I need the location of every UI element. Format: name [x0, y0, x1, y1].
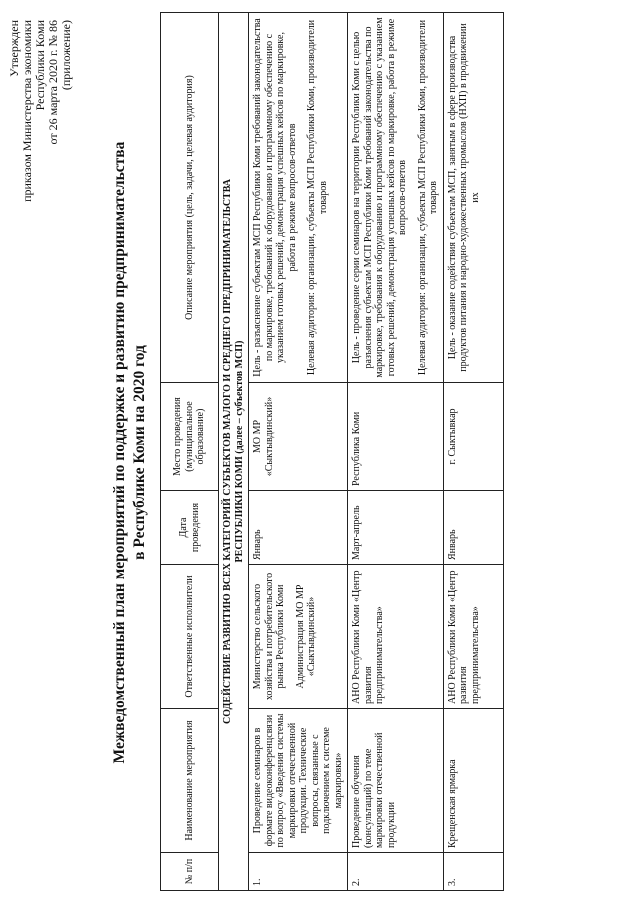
section-line: СОДЕЙСТВИЕ РАЗВИТИЮ ВСЕХ КАТЕГОРИЙ СУБЪЕКТОВ МАЛОГО И СРЕДНЕГО ПРЕДПРИНИМАТЕЛЬСТВА	[222, 179, 233, 724]
approval-line: (приложение)	[59, 20, 73, 91]
section-row	[219, 13, 249, 891]
row-responsible	[348, 565, 444, 709]
approval-line: от 26 марта 2020 г. № 86	[46, 20, 60, 145]
header-name: Наименование мероприятия	[161, 709, 219, 853]
row-date: Январь	[249, 491, 348, 565]
row-responsible	[249, 565, 348, 709]
table-row	[443, 13, 503, 891]
responsible-text: АНО Республики Коми «Центр развития предпринимательства»	[446, 570, 481, 704]
header-description: Описание мероприятия (цель, задачи, целевая аудитория)	[161, 13, 219, 383]
description-text: Цель - разъяснение субъектам МСП Республики Коми требований законодательства по маркировке, требований к оборудованию и программному обеспечению с указанием готовых решений, демонстрация успешных кейсов по маркировке, работа в режиме вопросов-ответов	[252, 18, 298, 377]
row-date: Март-апрель	[348, 491, 444, 565]
row-responsible	[443, 565, 503, 709]
header-responsible: Ответственные исполнители	[161, 565, 219, 709]
title-line: Межведомственный план мероприятий по поддержке и развитию предпринимательства	[111, 141, 128, 764]
approval-line: Республики Коми	[33, 20, 47, 111]
row-num: 1.	[249, 853, 348, 891]
section-line: РЕСПУБЛИКИ КОМИ (далее – субъектов МСП)	[233, 340, 245, 563]
row-name: Проведение обучения (консультаций) по теме маркировки отечественной продукции	[348, 709, 444, 853]
row-name: Проведение семинаров в формате видеоконференцсвязи по вопросу «Введения системы маркировки отечественной продукции. Технические вопросы, связанные с подключением к системе маркировки»	[249, 709, 348, 853]
approval-stamp	[8, 20, 73, 202]
responsible-text: Администрация МО МР «Сыктывдинский»	[294, 584, 317, 689]
description-text: Целевая аудитория: организации, субъекты МСП Республики Коми, производители товаров	[416, 19, 439, 376]
row-num: 2.	[348, 853, 444, 891]
table-header-row	[161, 13, 219, 891]
row-num: 3.	[443, 853, 503, 891]
approval-line: приказом Министерства экономики	[20, 20, 34, 202]
document-title	[110, 0, 150, 905]
approval-line: Утвержден	[7, 20, 21, 77]
table-row	[249, 13, 348, 891]
row-description	[249, 13, 348, 383]
section-heading	[219, 13, 249, 891]
events-table	[160, 12, 504, 891]
description-text: Целевая аудитория: организации, субъекты МСП Республики Коми, производители товаров	[306, 19, 329, 376]
responsible-text: Министерство сельского хозяйства и потребительского рынка Республики Коми	[252, 572, 286, 701]
row-place: г. Сыктывкар	[443, 383, 503, 491]
description-text: Цель - оказание содействия субъектам МСП, занятым в сфере производства продуктов питания и народно-художественных промыслов (НХП) в продвижении их	[446, 23, 481, 372]
title-line: в Республике Коми на 2020 год	[131, 345, 148, 560]
row-description	[443, 13, 503, 383]
header-date: Дата проведения	[161, 491, 219, 565]
header-num: № п/п	[161, 853, 219, 891]
row-date: Январь	[443, 491, 503, 565]
table-row	[348, 13, 444, 891]
responsible-text: АНО Республики Коми «Центр развития предпринимательства»	[351, 570, 385, 704]
row-place: Республика Коми	[348, 383, 444, 491]
row-place: МО МР «Сыктывдинский»	[249, 383, 348, 491]
header-place: Место проведения (муниципальное образование)	[161, 383, 219, 491]
description-text: Цель - проведение серии семинаров на территории Республики Коми с целью разъяснения субъектам МСП Республики Коми требований законодательства по маркировке, требования к оборудованию и программному обеспечению с указанием готовых решений, демонстрация успешных кейсов по маркировке, работа в режиме вопросов-ответов	[351, 17, 408, 378]
row-name: Крещенская ярмарка	[443, 709, 503, 853]
row-description	[348, 13, 444, 383]
